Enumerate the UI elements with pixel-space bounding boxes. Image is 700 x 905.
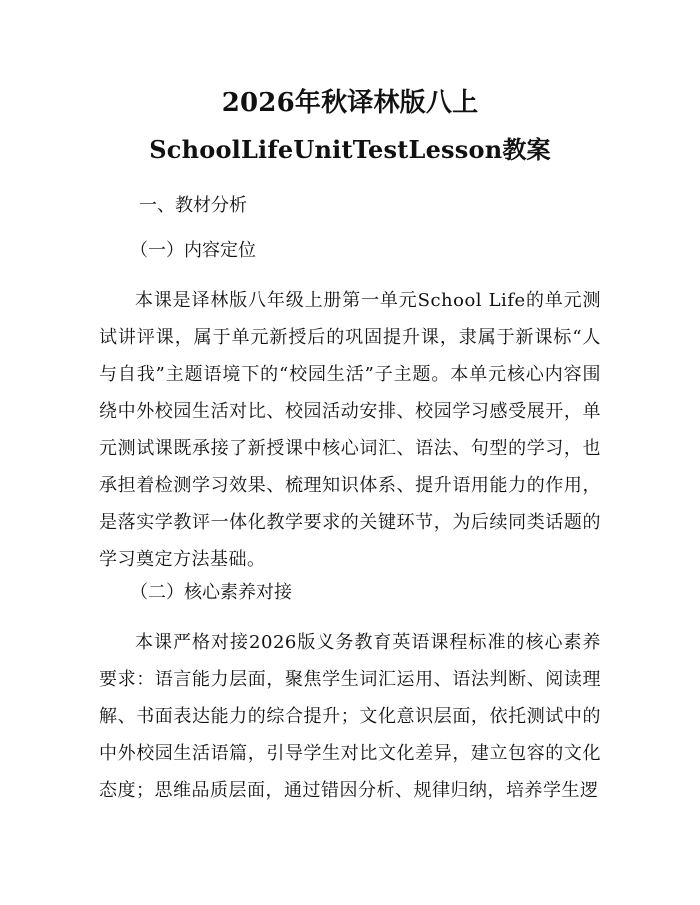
paragraph-content-positioning: 本课是译林版八年级上册第一单元School Life的单元测试讲评课，属于单元新授后的巩固提升课，隶属于新课标“人与自我”主题语境下的“校园生活”子主题。本单元核心内容围绕中外校园生活对比、校园活动安排、校园学习感受展开，单元测试课既承接了新授课中核心词汇、语法、句型的学习，也承担着检测学习效果、梳理知识体系、提升语用能力的作用，是落实学教评一体化教学要求的关键环节，为后续同类话题的学习奠定方法基础。	[99, 290, 601, 570]
section-heading-textbook-analysis: 一、教材分析	[139, 195, 247, 216]
subheading-content-positioning: （一）内容定位	[130, 240, 256, 261]
paragraph-core-competencies: 本课严格对接2026版义务教育英语课程标准的核心素养要求：语言能力层面，聚焦学生词汇运用、语法判断、阅读理解、书面表达能力的综合提升；文化意识层面，依托测试中的中外校园生活语篇，引导学生对比文化差异，建立包容的文化态度；思维品质层面，通过错因分析、规律归纳，培养学生逻	[99, 632, 601, 801]
subheading-core-competencies: （二）核心素养对接	[130, 582, 292, 603]
document-title-line-2: SchoolLifeUnitTestLesson教案	[149, 135, 551, 164]
document-title-line-1: 2026年秋译林版八上	[221, 88, 479, 118]
